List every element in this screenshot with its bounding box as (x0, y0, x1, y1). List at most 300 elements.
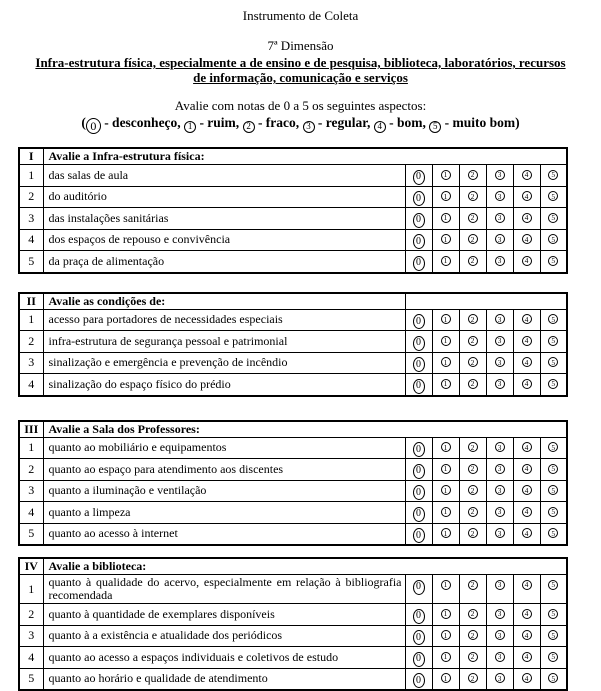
rating-option-5[interactable]: 5 (548, 213, 558, 223)
rating-option-3[interactable]: 3 (495, 673, 505, 683)
rating-cell (540, 459, 567, 481)
rating-option-0[interactable]: 0 (413, 234, 425, 249)
section-numeral: IV (19, 558, 43, 575)
question-row (19, 165, 567, 187)
rating-option-4[interactable]: 4 (522, 314, 532, 324)
legend-symbol-0: 0 (86, 118, 101, 134)
rating-option-4[interactable]: 4 (522, 379, 532, 389)
rating-option-1[interactable]: 1 (441, 170, 451, 180)
rating-option-2[interactable]: 2 (468, 580, 478, 590)
rating-option-0[interactable]: 0 (413, 580, 425, 595)
rating-option-2[interactable]: 2 (468, 256, 478, 266)
rating-cell (432, 165, 459, 187)
rating-option-1[interactable]: 1 (441, 528, 451, 538)
rating-legend: ( 0 - desconheço, 1 - ruim, 2 - fraco, 3 - regular, 4 - bom, 5 - muito bom) (81, 115, 520, 133)
rating-option-5[interactable]: 5 (548, 170, 558, 180)
rating-option-4[interactable]: 4 (522, 234, 532, 244)
rating-cell (432, 309, 459, 331)
rating-cell (486, 309, 513, 331)
rating-cell (486, 437, 513, 459)
legend-label: - bom, (385, 115, 430, 130)
rating-cell (459, 374, 486, 396)
rating-option-0[interactable]: 0 (413, 357, 425, 372)
rating-cell (405, 480, 432, 502)
rating-cell (540, 229, 567, 251)
rating-option-5[interactable]: 5 (548, 191, 558, 201)
question-label: quanto à qualidade do acervo, especialmente em relação à bibliografia recomendada (43, 575, 405, 604)
section-title: Avalie a Infra-estrutura física: (43, 148, 567, 165)
rating-option-4[interactable]: 4 (522, 630, 532, 640)
rating-option-3[interactable]: 3 (495, 630, 505, 640)
rating-cell (513, 480, 540, 502)
rating-option-3[interactable]: 3 (495, 580, 505, 590)
rating-cell (405, 374, 432, 396)
rating-option-1[interactable]: 1 (441, 464, 451, 474)
legend-symbol-3: 3 (303, 121, 315, 133)
rating-cell (486, 502, 513, 524)
rating-option-5[interactable]: 5 (548, 580, 558, 590)
rating-option-2[interactable]: 2 (468, 213, 478, 223)
rating-cell (540, 186, 567, 208)
rating-option-1[interactable]: 1 (441, 256, 451, 266)
rating-cell (405, 523, 432, 545)
rating-option-0[interactable]: 0 (413, 336, 425, 351)
question-row (19, 459, 567, 481)
rating-option-1[interactable]: 1 (441, 609, 451, 619)
rating-option-3[interactable]: 3 (495, 314, 505, 324)
question-label: sinalização e emergência e prevenção de incêndio (43, 352, 405, 374)
rating-option-1[interactable]: 1 (441, 507, 451, 517)
rating-cell (432, 437, 459, 459)
rating-option-2[interactable]: 2 (468, 170, 478, 180)
rating-option-0[interactable]: 0 (413, 213, 425, 228)
question-number: 2 (19, 604, 43, 626)
rating-option-0[interactable]: 0 (413, 485, 425, 500)
rating-option-0[interactable]: 0 (413, 256, 425, 271)
rating-option-5[interactable]: 5 (548, 652, 558, 662)
rating-option-4[interactable]: 4 (522, 170, 532, 180)
rating-cell (459, 668, 486, 690)
question-label: sinalização do espaço físico do prédio (43, 374, 405, 396)
rating-cell (540, 625, 567, 647)
rating-option-3[interactable]: 3 (495, 357, 505, 367)
rating-option-0[interactable]: 0 (413, 464, 425, 479)
rating-cell (459, 165, 486, 187)
question-number: 5 (19, 668, 43, 690)
rating-cell (432, 604, 459, 626)
rating-option-5[interactable]: 5 (548, 485, 558, 495)
rating-cell (540, 647, 567, 669)
rating-option-5[interactable]: 5 (548, 507, 558, 517)
rating-option-4[interactable]: 4 (522, 191, 532, 201)
question-number: 2 (19, 186, 43, 208)
rating-option-2[interactable]: 2 (468, 336, 478, 346)
rating-cell (405, 437, 432, 459)
question-number: 4 (19, 229, 43, 251)
rating-option-1[interactable]: 1 (441, 357, 451, 367)
dimension-title: 7ª Dimensão (267, 38, 334, 53)
rating-cell (459, 604, 486, 626)
question-row (19, 575, 567, 604)
question-label: acesso para portadores de necessidades especiais (43, 309, 405, 331)
rating-option-4[interactable]: 4 (522, 464, 532, 474)
rating-option-1[interactable]: 1 (441, 379, 451, 389)
rating-option-0[interactable]: 0 (413, 191, 425, 206)
question-number: 1 (19, 309, 43, 331)
rating-cell (540, 374, 567, 396)
rating-cell (513, 575, 540, 604)
rating-cell (486, 251, 513, 273)
rating-cell (405, 668, 432, 690)
rating-cell (405, 251, 432, 273)
question-row (19, 229, 567, 251)
rating-option-2[interactable]: 2 (468, 314, 478, 324)
rating-cell (513, 251, 540, 273)
rating-option-4[interactable]: 4 (522, 609, 532, 619)
rating-cell (432, 502, 459, 524)
rating-cell (540, 352, 567, 374)
legend-symbol-2: 2 (243, 121, 255, 133)
section-table-II (18, 292, 568, 397)
legend-label: - fraco, (254, 115, 303, 130)
question-label: quanto à quantidade de exemplares disponíveis (43, 604, 405, 626)
section-numeral: II (19, 293, 43, 310)
rating-option-0[interactable]: 0 (413, 314, 425, 329)
rating-option-5[interactable]: 5 (548, 357, 558, 367)
rating-cell (486, 459, 513, 481)
rating-cell (513, 523, 540, 545)
rating-option-0[interactable]: 0 (413, 528, 425, 543)
rating-option-2[interactable]: 2 (468, 630, 478, 640)
rating-cell (540, 604, 567, 626)
rating-cell (432, 647, 459, 669)
rating-cell (513, 459, 540, 481)
rating-cell (459, 186, 486, 208)
rating-option-1[interactable]: 1 (441, 336, 451, 346)
rating-option-5[interactable]: 5 (548, 379, 558, 389)
rating-option-0[interactable]: 0 (413, 630, 425, 645)
question-number: 1 (19, 575, 43, 604)
rating-cell (513, 668, 540, 690)
question-row (19, 502, 567, 524)
rating-option-0[interactable]: 0 (413, 170, 425, 185)
rating-option-2[interactable]: 2 (468, 234, 478, 244)
rating-cell (432, 459, 459, 481)
question-number: 3 (19, 352, 43, 374)
rating-cell (486, 625, 513, 647)
rating-cell (513, 437, 540, 459)
rating-option-0[interactable]: 0 (413, 609, 425, 624)
rating-cell (486, 523, 513, 545)
rating-cell (540, 165, 567, 187)
rating-cell (432, 523, 459, 545)
rating-cell (405, 575, 432, 604)
rating-cell (459, 437, 486, 459)
question-row (19, 480, 567, 502)
rating-cell (459, 331, 486, 353)
rating-option-3[interactable]: 3 (495, 256, 505, 266)
question-label: dos espaços de repouso e convivência (43, 229, 405, 251)
rating-cell (405, 229, 432, 251)
rating-option-0[interactable]: 0 (413, 379, 425, 394)
rating-cell (432, 229, 459, 251)
rating-cell (405, 352, 432, 374)
question-row (19, 352, 567, 374)
question-label: quanto ao acesso à internet (43, 523, 405, 545)
section-title: Avalie a Sala dos Professores: (43, 421, 567, 438)
rating-cell (405, 647, 432, 669)
rating-option-2[interactable]: 2 (468, 609, 478, 619)
rating-option-4[interactable]: 4 (522, 336, 532, 346)
legend-symbol-1: 1 (184, 121, 196, 133)
section-title: Avalie as condições de: (43, 293, 405, 310)
legend-label: - ruim, (196, 115, 243, 130)
rating-option-4[interactable]: 4 (522, 652, 532, 662)
rating-option-1[interactable]: 1 (441, 213, 451, 223)
rating-cell (540, 502, 567, 524)
rating-cell (540, 251, 567, 273)
rating-option-3[interactable]: 3 (495, 213, 505, 223)
section-header-row (19, 293, 567, 310)
rating-option-5[interactable]: 5 (548, 673, 558, 683)
question-row (19, 437, 567, 459)
question-number: 3 (19, 625, 43, 647)
rating-cell (486, 165, 513, 187)
rating-option-1[interactable]: 1 (441, 673, 451, 683)
question-row (19, 374, 567, 396)
rating-option-3[interactable]: 3 (495, 507, 505, 517)
rating-option-3[interactable]: 3 (495, 379, 505, 389)
rating-cell (459, 625, 486, 647)
rating-option-4[interactable]: 4 (522, 213, 532, 223)
rating-cell (459, 502, 486, 524)
question-number: 5 (19, 251, 43, 273)
question-number: 5 (19, 523, 43, 545)
rating-option-5[interactable]: 5 (548, 464, 558, 474)
legend-label: - regular, (314, 115, 374, 130)
rating-option-4[interactable]: 4 (522, 673, 532, 683)
question-label: quanto ao acesso a espaços individuais e coletivos de estudo (43, 647, 405, 669)
rating-cell (459, 480, 486, 502)
rating-cell (540, 331, 567, 353)
question-row (19, 251, 567, 273)
question-label: quanto à a existência e atualidade dos periódicos (43, 625, 405, 647)
question-number: 4 (19, 374, 43, 396)
rating-cell (513, 502, 540, 524)
legend-label: - desconheço, (100, 115, 185, 130)
rating-option-2[interactable]: 2 (468, 507, 478, 517)
rating-option-3[interactable]: 3 (495, 336, 505, 346)
rating-cell (540, 480, 567, 502)
rating-option-0[interactable]: 0 (413, 507, 425, 522)
question-label: da praça de alimentação (43, 251, 405, 273)
rating-option-3[interactable]: 3 (495, 652, 505, 662)
rating-option-1[interactable]: 1 (441, 442, 451, 452)
section-title: Avalie a biblioteca: (43, 558, 567, 575)
rating-option-5[interactable]: 5 (548, 630, 558, 640)
rating-cell (405, 186, 432, 208)
question-row (19, 331, 567, 353)
rating-option-2[interactable]: 2 (468, 357, 478, 367)
rating-cell (432, 668, 459, 690)
question-row (19, 208, 567, 230)
rating-option-3[interactable]: 3 (495, 485, 505, 495)
rating-cell (459, 208, 486, 230)
question-number: 2 (19, 331, 43, 353)
legend-symbol-4: 4 (374, 121, 386, 133)
rating-cell (405, 502, 432, 524)
rating-option-0[interactable]: 0 (413, 652, 425, 667)
rating-option-3[interactable]: 3 (495, 464, 505, 474)
rating-cell (513, 165, 540, 187)
rating-option-5[interactable]: 5 (548, 609, 558, 619)
question-number: 4 (19, 502, 43, 524)
rating-option-5[interactable]: 5 (548, 234, 558, 244)
rating-cell (432, 208, 459, 230)
section-numeral: I (19, 148, 43, 165)
rating-option-1[interactable]: 1 (441, 314, 451, 324)
rating-cell (432, 374, 459, 396)
section-table-IV (18, 557, 568, 691)
question-row (19, 523, 567, 545)
rating-cell (459, 459, 486, 481)
rating-option-0[interactable]: 0 (413, 442, 425, 457)
rating-option-0[interactable]: 0 (413, 673, 425, 688)
rating-cell (513, 309, 540, 331)
rating-option-1[interactable]: 1 (441, 191, 451, 201)
question-label: quanto ao mobiliário e equipamentos (43, 437, 405, 459)
rating-option-3[interactable]: 3 (495, 528, 505, 538)
rating-cell (432, 186, 459, 208)
rating-cell (405, 459, 432, 481)
rating-option-1[interactable]: 1 (441, 485, 451, 495)
instructions-text: Avalie com notas de 0 a 5 os seguintes aspectos: (174, 98, 427, 113)
rating-cell (486, 668, 513, 690)
rating-cell (513, 625, 540, 647)
question-number: 1 (19, 165, 43, 187)
rating-option-1[interactable]: 1 (441, 234, 451, 244)
legend-label: - muito bom (441, 115, 516, 130)
question-number: 3 (19, 208, 43, 230)
question-row (19, 604, 567, 626)
rating-option-2[interactable]: 2 (468, 673, 478, 683)
rating-cell (513, 647, 540, 669)
rating-option-4[interactable]: 4 (522, 507, 532, 517)
question-label: infra-estrutura de segurança pessoal e patrimonial (43, 331, 405, 353)
question-row (19, 625, 567, 647)
question-label: quanto a iluminação e ventilação (43, 480, 405, 502)
rating-cell (459, 523, 486, 545)
rating-cell (459, 229, 486, 251)
question-label: quanto ao espaço para atendimento aos discentes (43, 459, 405, 481)
rating-option-4[interactable]: 4 (522, 357, 532, 367)
rating-cell (405, 625, 432, 647)
question-number: 3 (19, 480, 43, 502)
rating-cell (540, 309, 567, 331)
rating-cell (486, 229, 513, 251)
rating-option-5[interactable]: 5 (548, 256, 558, 266)
rating-cell (486, 352, 513, 374)
rating-cell (513, 352, 540, 374)
rating-option-2[interactable]: 2 (468, 485, 478, 495)
rating-cell (405, 165, 432, 187)
rating-option-3[interactable]: 3 (495, 234, 505, 244)
rating-cell (486, 186, 513, 208)
question-label: das salas de aula (43, 165, 405, 187)
rating-option-4[interactable]: 4 (522, 256, 532, 266)
rating-option-3[interactable]: 3 (495, 170, 505, 180)
rating-cell (432, 625, 459, 647)
section-table-III (18, 420, 568, 547)
question-row (19, 186, 567, 208)
rating-option-1[interactable]: 1 (441, 580, 451, 590)
rating-cell (405, 208, 432, 230)
rating-cell (513, 331, 540, 353)
rating-cell (432, 480, 459, 502)
rating-cell (459, 352, 486, 374)
question-label: quanto a limpeza (43, 502, 405, 524)
rating-cell (513, 208, 540, 230)
question-label: quanto ao horário e qualidade de atendimento (43, 668, 405, 690)
rating-cell (486, 604, 513, 626)
rating-cell (459, 575, 486, 604)
rating-option-3[interactable]: 3 (495, 442, 505, 452)
rating-option-2[interactable]: 2 (468, 442, 478, 452)
document-title: Instrumento de Coleta (242, 8, 359, 23)
rating-option-5[interactable]: 5 (548, 528, 558, 538)
rating-option-5[interactable]: 5 (548, 314, 558, 324)
rating-cell (405, 309, 432, 331)
rating-cell (405, 604, 432, 626)
rating-cell (540, 523, 567, 545)
rating-option-1[interactable]: 1 (441, 652, 451, 662)
section-header-row (19, 148, 567, 165)
rating-cell (459, 251, 486, 273)
rating-option-5[interactable]: 5 (548, 442, 558, 452)
rating-cell (486, 575, 513, 604)
rating-option-2[interactable]: 2 (468, 652, 478, 662)
rating-cell (432, 331, 459, 353)
question-number: 1 (19, 437, 43, 459)
rating-cell (405, 331, 432, 353)
dimension-heading: Infra-estrutura física, especialmente a de ensino e de pesquisa, biblioteca, laboratórios, recursos de informação, comunicação e serviços (35, 55, 566, 85)
rating-option-5[interactable]: 5 (548, 336, 558, 346)
rating-cell (459, 309, 486, 331)
question-row (19, 668, 567, 690)
rating-option-2[interactable]: 2 (468, 528, 478, 538)
rating-option-2[interactable]: 2 (468, 464, 478, 474)
rating-cell (432, 251, 459, 273)
rating-cell (513, 604, 540, 626)
rating-cell (486, 480, 513, 502)
rating-option-3[interactable]: 3 (495, 609, 505, 619)
question-number: 2 (19, 459, 43, 481)
rating-cell (459, 647, 486, 669)
section-header-row (19, 421, 567, 438)
question-number: 4 (19, 647, 43, 669)
rating-option-1[interactable]: 1 (441, 630, 451, 640)
rating-option-4[interactable]: 4 (522, 528, 532, 538)
rating-option-3[interactable]: 3 (495, 191, 505, 201)
rating-option-4[interactable]: 4 (522, 580, 532, 590)
rating-option-2[interactable]: 2 (468, 379, 478, 389)
rating-cell (540, 437, 567, 459)
rating-option-2[interactable]: 2 (468, 191, 478, 201)
rating-cell (432, 352, 459, 374)
question-label: das instalações sanitárias (43, 208, 405, 230)
rating-option-4[interactable]: 4 (522, 442, 532, 452)
rating-option-4[interactable]: 4 (522, 485, 532, 495)
